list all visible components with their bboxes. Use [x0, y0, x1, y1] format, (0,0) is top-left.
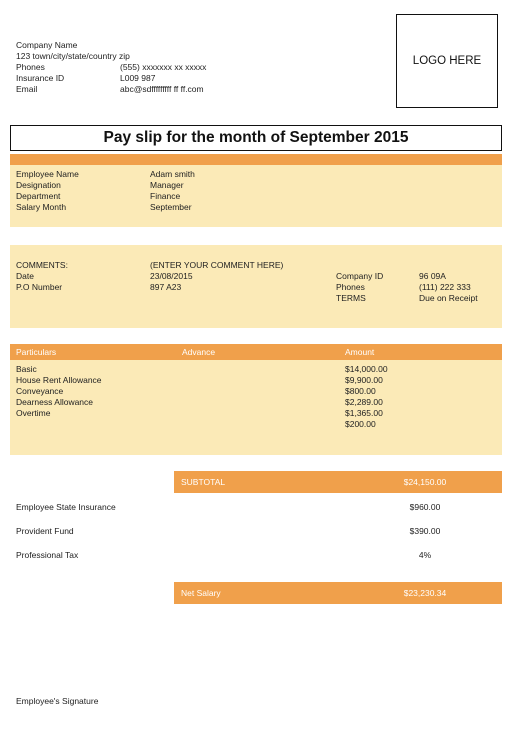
company-email-row	[16, 84, 204, 95]
company-details-labels	[336, 271, 383, 304]
salary-month-label: Salary Month	[16, 202, 67, 212]
list-item: Conveyance	[16, 386, 64, 396]
company-id-label: Company ID	[336, 271, 384, 281]
company-details-values	[419, 271, 478, 304]
list-item: House Rent Allowance	[16, 375, 102, 385]
amount-header: Amount	[345, 347, 375, 357]
list-item: Overtime	[16, 408, 51, 418]
amount-value: $200.00	[345, 419, 376, 429]
amounts-list	[345, 364, 388, 430]
company-id-value: 96 09A	[419, 271, 446, 281]
page-title	[10, 125, 502, 151]
employee-name-label: Employee Name	[16, 169, 79, 179]
designation-value: Manager	[150, 180, 184, 190]
subtotal-value: $24,150.00	[403, 477, 447, 487]
company-email-label: Email	[16, 84, 38, 94]
amount-value: $2,289.00	[345, 397, 383, 407]
terms-value: Due on Receipt	[419, 293, 478, 303]
employee-panel	[10, 165, 502, 227]
list-item: Dearness Allowance	[16, 397, 94, 407]
particulars-header: Particulars	[16, 347, 57, 357]
company-phones-row	[16, 62, 207, 73]
particulars-list	[16, 364, 102, 419]
list-item: Basic	[16, 364, 37, 374]
deduction-label-pt: Professional Tax	[16, 550, 79, 560]
employee-values	[150, 169, 195, 213]
company-phones-value: (555) xxxxxxx xx xxxxx	[120, 62, 207, 72]
employee-name-value: Adam smith	[150, 169, 195, 179]
designation-label: Designation	[16, 180, 61, 190]
page-title-text: Pay slip for the month of September 2015	[103, 129, 409, 146]
terms-label: TERMS	[336, 293, 366, 303]
amount-value: $800.00	[345, 386, 376, 396]
comments-value: (ENTER YOUR COMMENT HERE)	[150, 260, 284, 270]
date-value: 23/08/2015	[150, 271, 193, 281]
comments-values	[150, 260, 283, 293]
subtotal-label: SUBTOTAL	[181, 477, 226, 487]
date-label: Date	[16, 271, 34, 281]
company-insurance-value: L009 987	[120, 73, 156, 83]
deduction-label-pf: Provident Fund	[16, 526, 74, 536]
po-number-label: P.O Number	[16, 282, 63, 292]
phones-value: (111) 222 333	[419, 282, 471, 292]
logo-placeholder	[396, 14, 498, 108]
department-value: Finance	[150, 191, 181, 201]
net-salary-value: $23,230.34	[403, 588, 447, 598]
amount-value: $1,365.00	[345, 408, 383, 418]
amount-value: $9,900.00	[345, 375, 383, 385]
deduction-value-pt: 4%	[418, 550, 432, 560]
company-insurance-row	[16, 73, 156, 84]
company-email-value: abc@sdfffffffff ff ff.com	[120, 84, 204, 94]
deduction-value-pf: $390.00	[409, 526, 441, 536]
comments-label: COMMENTS:	[16, 260, 68, 270]
advance-header: Advance	[182, 347, 216, 357]
po-number-value: 897 A23	[150, 282, 182, 292]
employee-signature-label: Employee's Signature	[16, 696, 99, 706]
particulars-header-bar	[10, 344, 502, 360]
company-info	[16, 40, 207, 95]
phones-label: Phones	[336, 282, 365, 292]
company-address: 123 town/city/state/country zip	[16, 51, 130, 61]
company-name: Company Name	[16, 40, 78, 50]
amount-value: $14,000.00	[345, 364, 388, 374]
employee-labels	[16, 169, 79, 213]
deduction-value-esi: $960.00	[409, 502, 441, 512]
salary-month-value: September	[150, 202, 192, 212]
company-phones-label: Phones	[16, 62, 45, 72]
deduction-label-esi: Employee State Insurance	[16, 502, 116, 512]
department-label: Department	[16, 191, 61, 201]
net-salary-label: Net Salary	[181, 588, 221, 598]
comments-labels	[16, 260, 68, 293]
company-insurance-label: Insurance ID	[16, 73, 65, 83]
employee-header-bar	[10, 154, 502, 165]
logo-text: LOGO HERE	[412, 55, 482, 67]
